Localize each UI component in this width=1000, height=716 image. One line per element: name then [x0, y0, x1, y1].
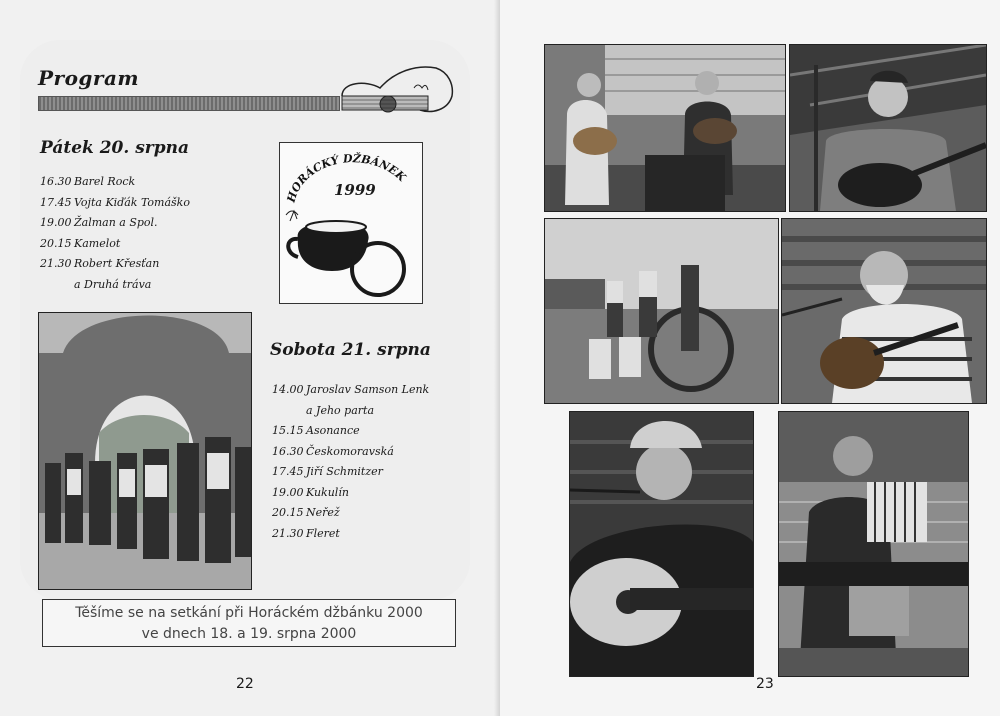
- guitar-icon: [336, 62, 456, 120]
- jug-logo-icon: [280, 143, 422, 303]
- schedule-item: [272, 503, 429, 524]
- photo-group-by-wall: [544, 218, 779, 404]
- schedule-item: [272, 421, 429, 442]
- photo-festival-gate: [38, 312, 252, 590]
- festival-logo: [279, 142, 423, 304]
- schedule-time: 20.15: [40, 236, 72, 250]
- schedule-act: Robert Křesťan: [74, 257, 160, 270]
- announcement-box: [42, 599, 456, 647]
- schedule-time: 17.45: [40, 195, 72, 209]
- schedule-item: [40, 234, 190, 255]
- page-number-right: 23: [756, 676, 774, 692]
- title-underline-bar: [38, 96, 340, 111]
- photo-accordion-player: [778, 411, 969, 677]
- schedule-item: [272, 462, 429, 483]
- schedule-item: [272, 483, 429, 504]
- photo-two-guitarists: [544, 44, 786, 212]
- announcement-line-2: ve dnech 18. a 19. srpna 2000: [141, 626, 357, 642]
- schedule-time: 21.30: [40, 257, 72, 270]
- schedule-time: 16.30: [40, 175, 72, 188]
- schedule-time: 19.00: [40, 216, 72, 229]
- logo-arc-text: HORÁCKÝ DŽBÁNEK: [284, 152, 409, 204]
- schedule-time: 21.30: [272, 526, 304, 540]
- schedule-act: Asonance: [306, 424, 360, 437]
- schedule-act: Neřež: [306, 506, 340, 519]
- schedule-time: 20.15: [272, 506, 304, 519]
- schedule-item: [272, 524, 429, 545]
- schedule-act: Barel Rock: [74, 175, 136, 188]
- program-title: Program: [38, 66, 140, 90]
- schedule-act: Jaroslav Samson Lenk: [306, 383, 430, 396]
- day1-heading: Pátek 20. srpna: [40, 138, 189, 158]
- schedule-act: Fleret: [306, 526, 340, 540]
- schedule-act: Kamelot: [74, 236, 121, 250]
- schedule-item: [40, 213, 190, 234]
- schedule-time: 15.15: [272, 424, 304, 437]
- schedule-item: [40, 254, 190, 275]
- schedule-item: [272, 442, 429, 463]
- schedule-act: Jiří Schmitzer: [306, 465, 383, 478]
- schedule-item: [40, 172, 190, 193]
- photo-guitarist-portrait: [789, 44, 987, 212]
- schedule-time: 16.30: [272, 444, 304, 458]
- day2-heading: Sobota 21. srpna: [270, 340, 431, 360]
- schedule-item: [40, 193, 190, 214]
- page-number-left: 22: [236, 676, 254, 692]
- schedule-act: Kukulín: [306, 485, 349, 499]
- schedule-continuation: a Druhá tráva: [74, 277, 152, 291]
- schedule-act: Českomoravská: [306, 444, 394, 458]
- schedule-act: Žalman a Spol.: [74, 216, 158, 229]
- schedule-time: 19.00: [272, 485, 304, 499]
- photo-man-in-cap-with-guitar: [569, 411, 754, 677]
- day1-schedule: [40, 172, 190, 295]
- announcement-line-1: Těšíme se na setkání při Horáckém džbánku 2000: [75, 605, 423, 621]
- schedule-item: [272, 380, 429, 401]
- schedule-time: 17.45: [272, 465, 304, 478]
- schedule-act: Vojta Kiďák Tomáško: [74, 195, 190, 209]
- schedule-continuation: a Jeho parta: [306, 403, 375, 417]
- day2-schedule: [272, 380, 429, 544]
- schedule-time: 14.00: [272, 383, 304, 396]
- photo-singer-with-guitar: [781, 218, 987, 404]
- logo-year: 1999: [334, 181, 376, 199]
